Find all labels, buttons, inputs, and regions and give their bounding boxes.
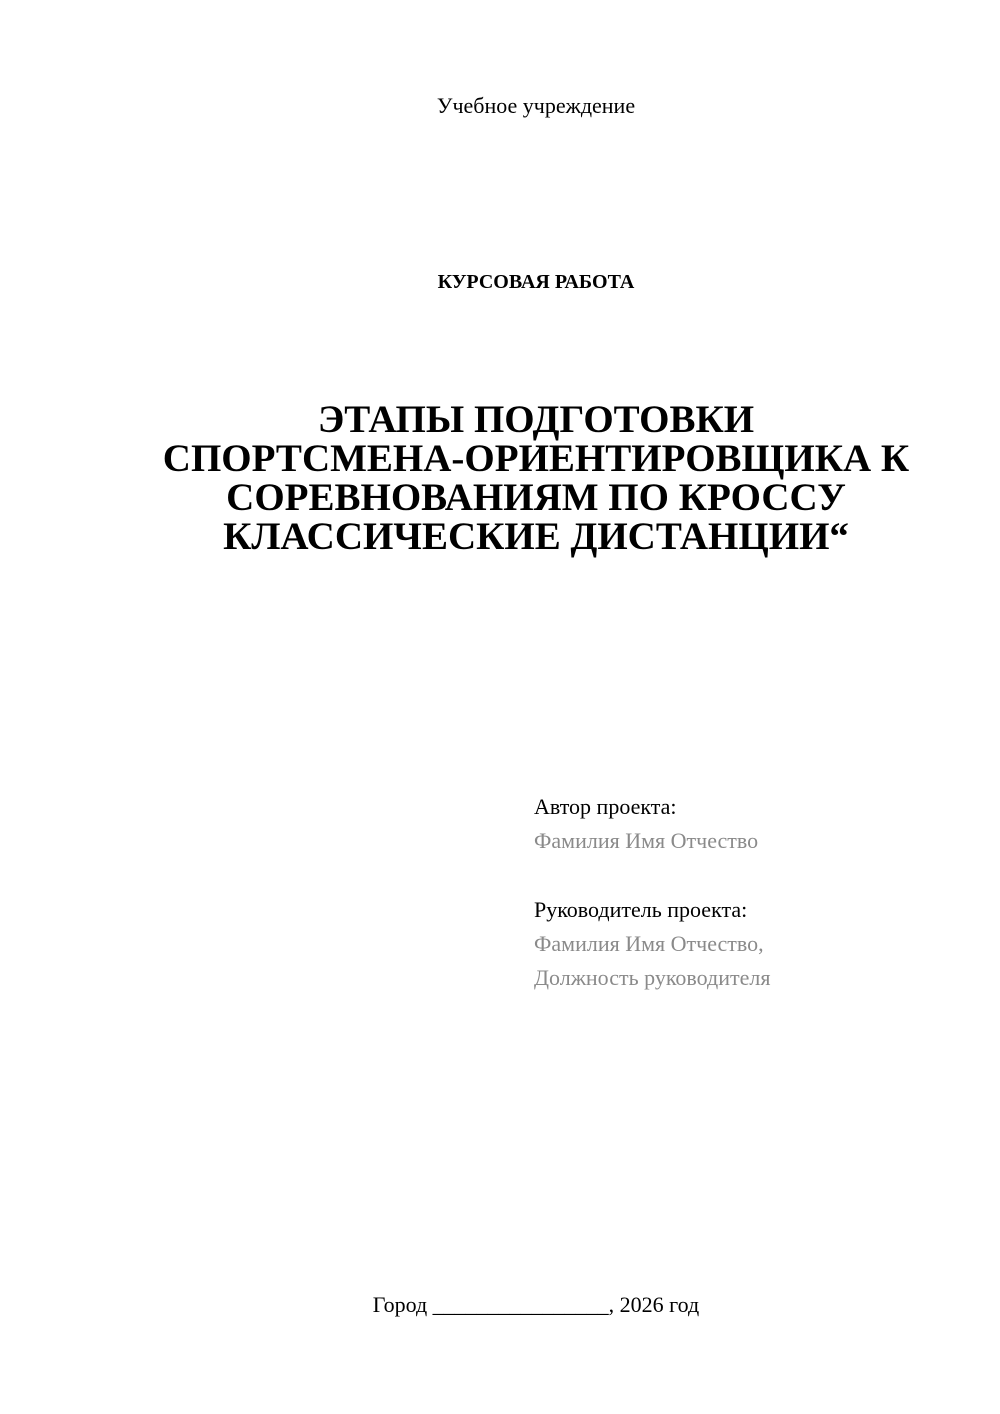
title-line-2: СПОРТСМЕНА-ОРИЕНТИРОВЩИКА К — [162, 437, 910, 480]
city-year-line: Город ________________, 2026 год — [372, 1292, 700, 1317]
supervisor-label: Руководитель проекта: — [534, 897, 748, 922]
document-title — [0, 400, 1000, 556]
work-type-heading: КУРСОВАЯ РАБОТА — [437, 271, 635, 293]
title-line-4: КЛАССИЧЕСКИЕ ДИСТАНЦИИ“ — [223, 515, 849, 558]
supervisor-position-placeholder: Должность руководителя — [534, 965, 771, 990]
author-label: Автор проекта: — [534, 794, 677, 819]
supervisor-name-placeholder: Фамилия Имя Отчество, — [534, 931, 764, 956]
credits-block — [534, 790, 974, 995]
title-line-3: СОРЕВНОВАНИЯМ ПО КРОССУ — [226, 476, 846, 519]
credits-spacer — [534, 858, 974, 893]
institution-name: Учебное учреждение — [436, 93, 636, 118]
title-line-1: ЭТАПЫ ПОДГОТОВКИ — [317, 398, 755, 441]
author-name-placeholder: Фамилия Имя Отчество — [534, 828, 759, 853]
